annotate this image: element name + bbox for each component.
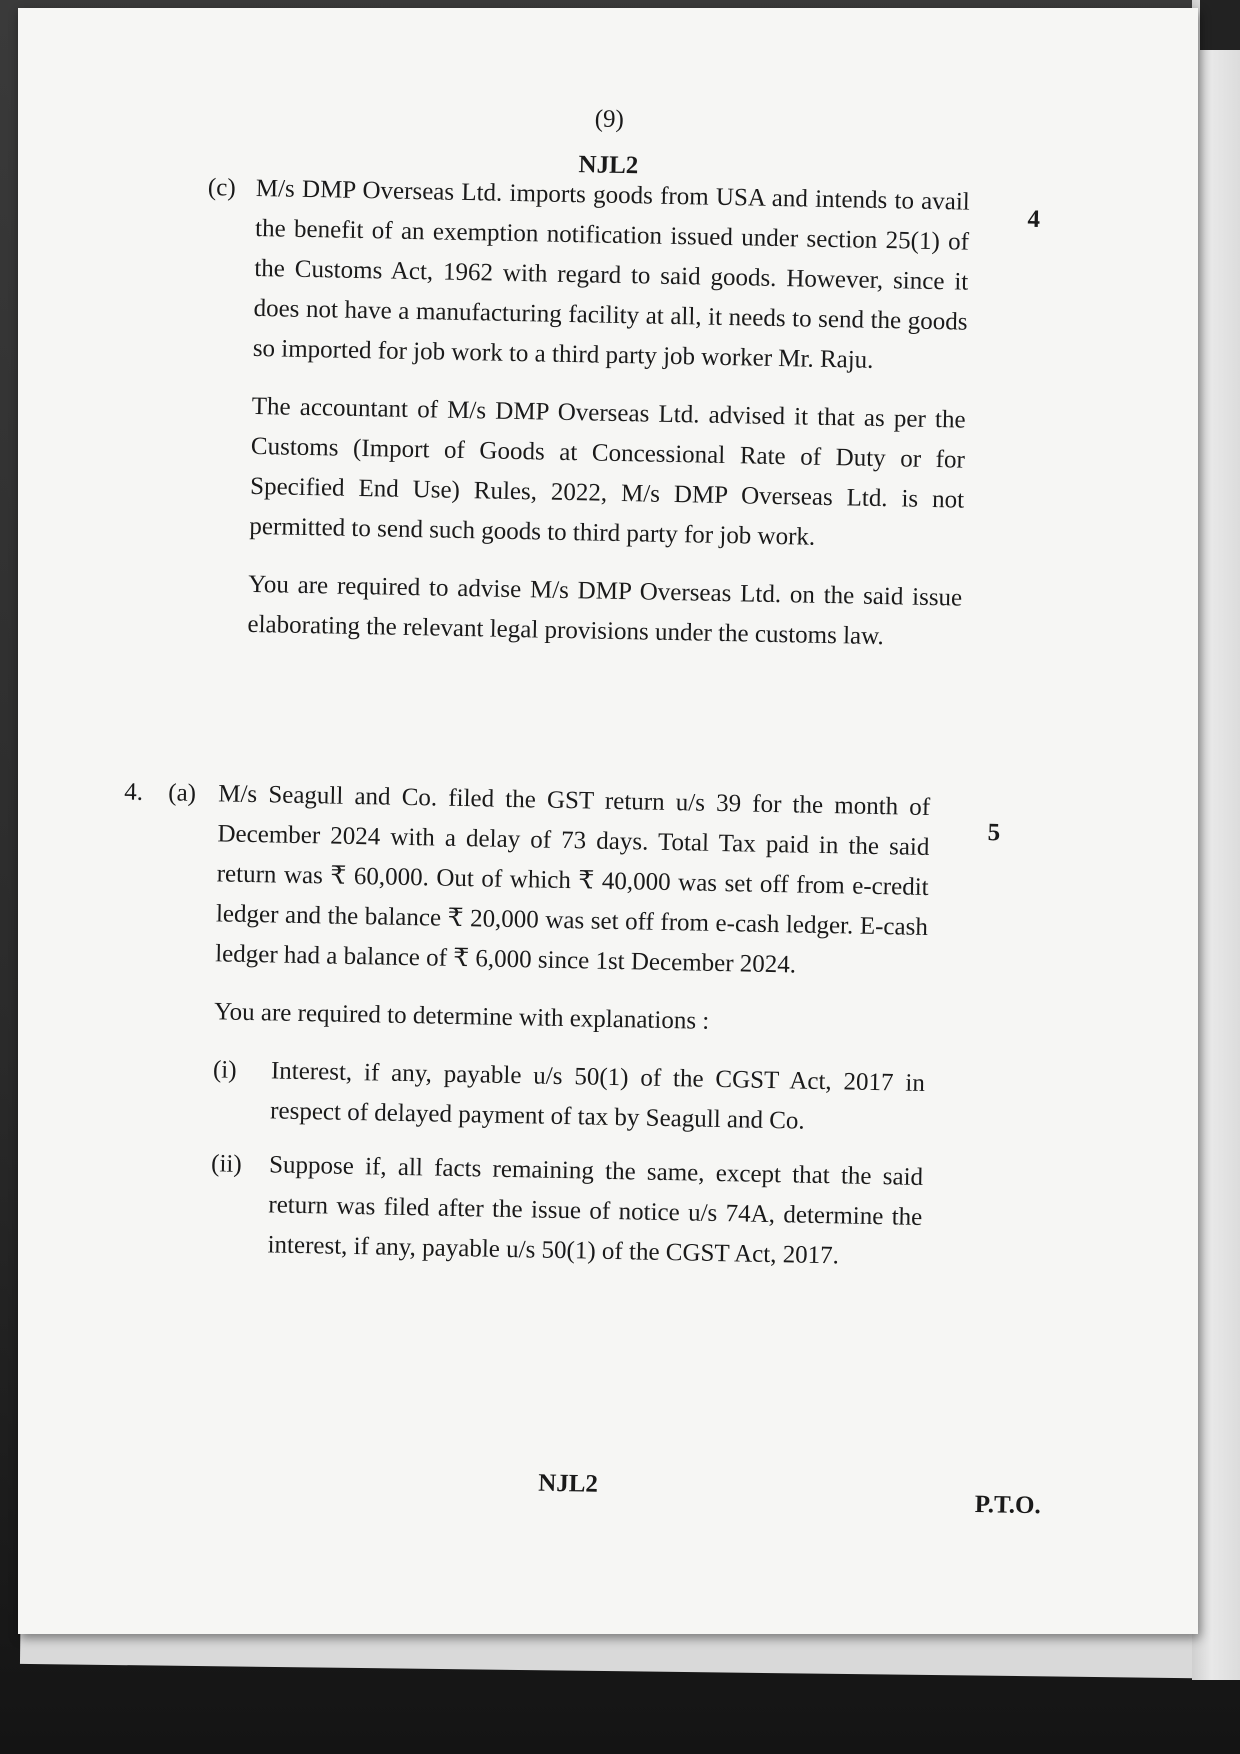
question-3c-paragraph-2: The accountant of M/s DMP Overseas Ltd. advised it that as per the Customs (Import of Goods at Concessional Rate of Duty or for Specified End Use) Rules, 2022, M/s DMP Overseas Ltd. is not permitted to send such goods to third party for job work. [249, 392, 966, 551]
question-4a-paragraph-1: M/s Seagull and Co. filed the GST return u/s 39 for the month of December 2024 with a delay of 73 days. Total Tax paid in the said return was ₹ 60,000. Out of which ₹ 40,000 was set off from e-credit ledger and the balance ₹ 20,000 was set off from e-cash ledger. E-cash ledger had a balance of ₹ 6,000 since 1st December 2024. [214, 780, 931, 979]
question-4a-paragraph-2: You are required to determine with explanations : [213, 998, 710, 1035]
page-number: (9) [594, 105, 625, 134]
question-3c-paragraph-3: You are required to advise M/s DMP Overseas Ltd. on the said issue elaborating the relevant legal provisions under the customs law. [247, 570, 963, 651]
question-4a-label: (a) [168, 779, 197, 807]
question-4-number: 4. [124, 778, 144, 806]
question-3c-marks: 4 [1027, 205, 1041, 234]
question-3c-paragraph-1: M/s DMP Overseas Ltd. imports goods from USA and intends to avail the benefit of an exemption notification issued under section 25(1) of the Customs Act, 1962 with regard to said goods. However, since it does not have a manufacturing facility at all, it needs to send the goods so imported for job work to a third party job worker Mr. Raju. [252, 174, 971, 374]
subitem-text: Suppose if, all facts remaining the same, except that the said return was filed after the issue of notice u/s 74A, determine the interest, if any, payable u/s 50(1) of the CGST Act, 2017. [267, 1151, 924, 1270]
question-4a-marks: 5 [987, 819, 1001, 847]
exam-page [18, 8, 1198, 1634]
subitem-text: Interest, if any, payable u/s 50(1) of the CGST Act, 2017 in respect of delayed payment of tax by Seagull and Co. [269, 1057, 926, 1135]
subitem-label: (i) [212, 1056, 237, 1084]
question-4a-subitem-i [212, 1050, 925, 1144]
question-3c-body [247, 169, 970, 677]
please-turn-over: P.T.O. [974, 1490, 1042, 1520]
question-4a-subitem-ii [209, 1144, 923, 1278]
question-3c-label: (c) [207, 174, 236, 202]
paper-code-top: NJL2 [578, 151, 639, 180]
subitem-label: (ii) [210, 1150, 242, 1178]
paper-code-bottom: NJL2 [537, 1469, 599, 1498]
question-4a-body [209, 774, 931, 1292]
